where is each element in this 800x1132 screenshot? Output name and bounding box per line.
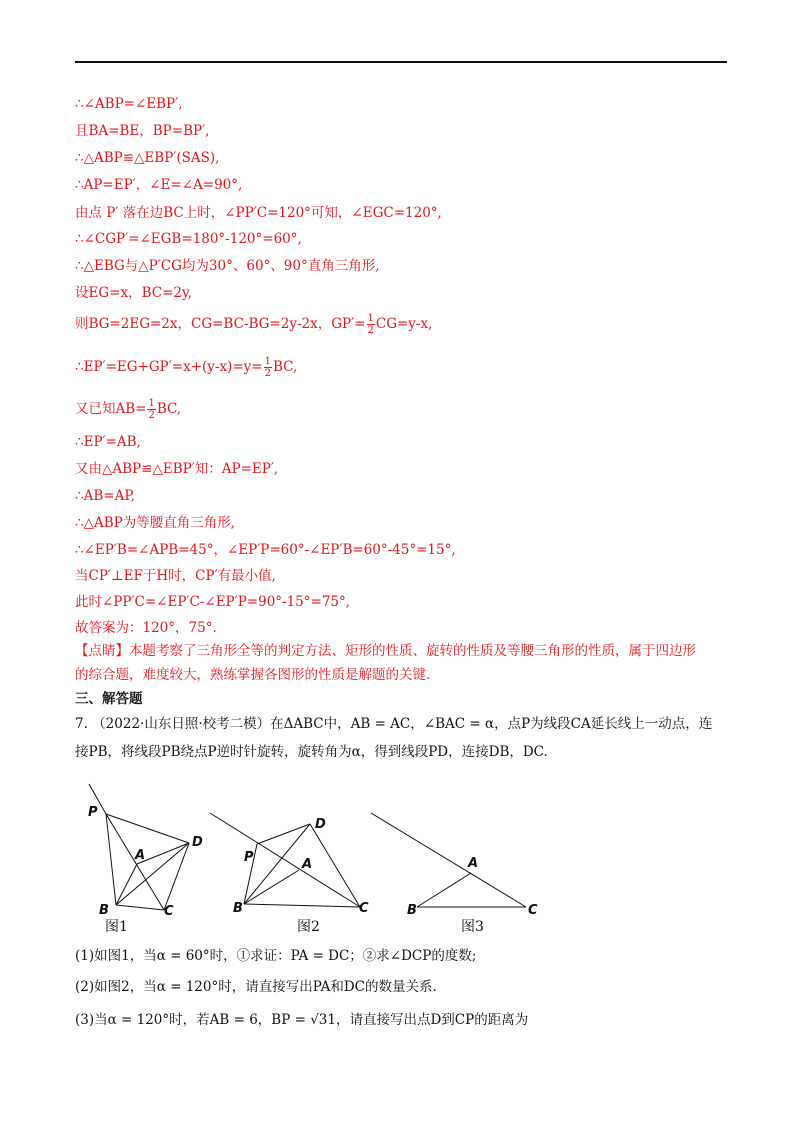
comment-line-1: 【点睛】本题考察了三角形全等的判定方法、矩形的性质、旋转的性质及等腰三角形的性质，属于四边形	[75, 643, 696, 659]
fig3-caption: 图3	[461, 919, 484, 935]
comment-line-2: 的综合题，难度较大，熟练掌握各图形的性质是解题的关键.	[75, 667, 431, 683]
question-2: (2)如图2，当α = 120°时，请直接写出PA和DC的数量关系.	[75, 979, 437, 995]
fig2-point-C: C	[359, 901, 369, 916]
problem-line-2: 接PB，将线段PB绕点P逆时针旋转，旋转角为α，得到线段PD，连接DB，DC.	[75, 744, 548, 760]
solution-line: 由点 P′ 落在边BC上时，∠PP′C=120°可知，∠EGC=120°,	[75, 205, 442, 221]
solution-text-pre: 又已知AB=	[75, 401, 147, 417]
solution-line	[75, 313, 432, 336]
solution-text-post: CG=y-x,	[375, 316, 433, 332]
solution-line	[75, 398, 181, 421]
fraction	[147, 398, 155, 421]
solution-text-post: BC,	[156, 401, 182, 417]
figure-2	[210, 813, 360, 907]
fig1-point-C: C	[164, 904, 174, 919]
fraction-denominator: 2	[148, 410, 155, 421]
fig1-point-A: A	[135, 848, 146, 863]
solution-line: ∴AB=AP,	[75, 488, 135, 504]
fig2-caption: 图2	[297, 919, 320, 935]
solution-line: ∴∠CGP′=∠EGB=180°-120°=60°,	[75, 231, 302, 247]
solution-line: ∴△ABP为等腰直角三角形,	[75, 515, 236, 531]
solution-text-pre: ∴EP′=EG+GP′=x+(y-x)=y=	[75, 359, 263, 375]
solution-line: 此时∠PP′C=∠EP′C-∠EP′P=90°-15°=75°,	[75, 594, 351, 610]
problem-line-1: 7. （2022·山东日照·校考二模）在ΔABC中，AB = AC，∠BAC = α，点P为线段CA延长线上一动点，连	[75, 716, 713, 732]
fig2-point-B: B	[233, 901, 243, 916]
solution-line: ∴△ABP≌△EBP′(SAS),	[75, 150, 220, 166]
fraction-numerator: 1	[264, 356, 271, 367]
section-title: 三、解答题	[75, 691, 143, 707]
fraction	[367, 313, 375, 336]
question-1: (1)如图1，当α = 60°时，①求证：PA = DC；②求∠DCP的度数;	[75, 948, 477, 964]
fig1-caption: 图1	[105, 919, 128, 935]
solution-line: 设EG=x，BC=2y,	[75, 285, 193, 301]
fig2-point-P: P	[244, 850, 254, 865]
solution-text-pre: 则BG=2EG=2x，CG=BC-BG=2y-2x，GP′=	[75, 316, 366, 332]
top-rule	[75, 61, 727, 63]
fraction-denominator: 2	[264, 368, 271, 379]
fraction-denominator: 2	[367, 325, 374, 336]
fig1-point-B: B	[99, 903, 109, 918]
solution-line: ∴AP=EP′，∠E=∠A=90°,	[75, 177, 243, 193]
fraction-numerator: 1	[367, 313, 374, 324]
fig2-point-D: D	[315, 817, 326, 832]
figures-svg	[75, 780, 575, 940]
fig3-point-B: B	[407, 903, 417, 918]
figures	[75, 780, 575, 940]
fraction-numerator: 1	[148, 398, 155, 409]
solution-text-post: BC,	[272, 359, 298, 375]
solution-line: ∴EP′=AB,	[75, 434, 141, 450]
figure-3	[371, 813, 526, 907]
fraction	[264, 356, 272, 379]
fig3-point-C: C	[528, 903, 538, 918]
fig3-point-A: A	[468, 856, 479, 871]
solution-line: 故答案为：120°，75°.	[75, 620, 217, 636]
solution-line: 且BA=BE，BP=BP′,	[75, 123, 210, 139]
solution-line: ∴∠EP′B=∠APB=45°，∠EP′P=60°-∠EP′B=60°-45°=15°,	[75, 542, 456, 558]
solution-line: ∴∠ABP=∠EBP′,	[75, 96, 183, 112]
solution-line	[75, 356, 297, 379]
fig1-point-D: D	[192, 835, 203, 850]
fig2-point-A: A	[302, 857, 313, 872]
solution-line: 当CP′⊥EF于H时，CP′有最小值,	[75, 568, 276, 584]
solution-line: 又由△ABP≌△EBP′知：AP=EP′,	[75, 461, 279, 477]
figure-1	[89, 784, 189, 910]
solution-line: ∴△EBG与△P′CG均为30°、60°、90°直角三角形,	[75, 258, 380, 274]
fig1-point-P: P	[88, 805, 98, 820]
question-3: (3)当α = 120°时，若AB = 6，BP = √31，请直接写出点D到CP的距离为	[75, 1012, 529, 1028]
